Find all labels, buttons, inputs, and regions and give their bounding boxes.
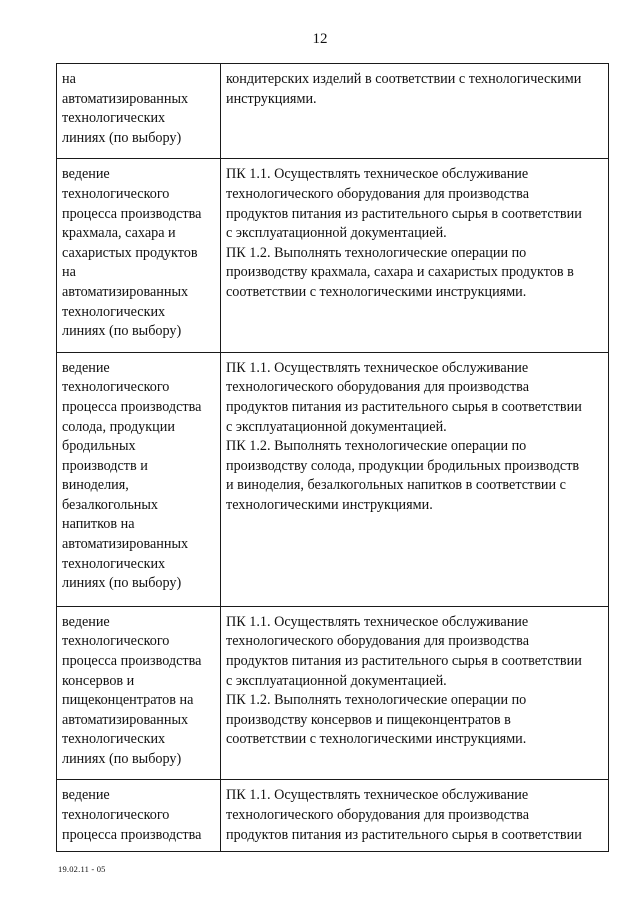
cell-line: и виноделия, безалкогольных напитков в соответствии с	[226, 477, 566, 494]
cell-line: ведение	[62, 166, 110, 183]
cell-line: консервов и	[62, 672, 135, 689]
cell-line: инструкциями.	[226, 90, 317, 107]
cell-line: линиях (по выбору)	[62, 575, 182, 592]
footer-code: 19.02.11 - 05	[58, 864, 106, 874]
cell-line: технологических	[62, 555, 166, 572]
cell-line: кондитерских изделий в соответствии с технологическими	[226, 71, 582, 87]
cell-line: ведение	[62, 787, 110, 804]
activity-cell	[57, 64, 221, 159]
competency-cell	[221, 64, 609, 159]
activity-cell	[57, 606, 221, 780]
cell-line: технологических	[62, 303, 166, 320]
cell-line: процесса производства	[62, 826, 202, 843]
cell-line: линиях (по выбору)	[62, 129, 182, 146]
cell-line: производству солода, продукции бродильных производств	[226, 457, 580, 474]
cell-line: автоматизированных	[62, 536, 189, 553]
cell-line: ПК 1.1. Осуществлять техническое обслуживание	[226, 787, 529, 804]
cell-line: автоматизированных	[62, 711, 189, 728]
cell-line: технологических	[62, 731, 166, 748]
cell-line: сахаристых продуктов	[62, 244, 198, 261]
cell-line: технологическими инструкциями.	[226, 496, 433, 513]
cell-line: с эксплуатационной документацией.	[226, 672, 447, 689]
table-row	[57, 159, 609, 352]
table-row	[57, 352, 609, 606]
cell-line: ведение	[62, 359, 110, 376]
page-number: 12	[312, 31, 328, 47]
cell-line: производству крахмала, сахара и сахаристых продуктов в	[226, 264, 574, 281]
cell-line: напитков на	[62, 516, 135, 533]
cell-line: процесса производства	[62, 398, 202, 415]
competency-cell	[221, 780, 609, 852]
cell-line: производств и	[62, 457, 148, 474]
cell-line: ПК 1.2. Выполнять технологические операции по	[226, 244, 527, 261]
cell-line: бродильных	[62, 438, 136, 455]
cell-line: ПК 1.1. Осуществлять техническое обслуживание	[226, 166, 529, 183]
cell-line: на	[62, 264, 76, 281]
cell-line: продуктов питания из растительного сырья в соответствии	[226, 205, 582, 222]
cell-line: технологического	[62, 807, 170, 824]
cell-line: ПК 1.1. Осуществлять техническое обслуживание	[226, 359, 529, 376]
cell-line: линиях (по выбору)	[62, 323, 182, 340]
cell-line: соответствии с технологическими инструкциями.	[226, 283, 527, 300]
cell-line: технологического оборудования для производства	[226, 807, 529, 824]
cell-line: ведение	[62, 613, 110, 630]
cell-line: продуктов питания из растительного сырья в соответствии	[226, 652, 582, 669]
cell-line: соответствии с технологическими инструкциями.	[226, 731, 527, 748]
cell-line: продуктов питания из растительного сырья в соответствии	[226, 826, 582, 843]
cell-line: продуктов питания из растительного сырья в соответствии	[226, 398, 582, 415]
cell-line: безалкогольных	[62, 496, 159, 513]
cell-line: технологического	[62, 185, 170, 202]
table-row	[57, 64, 609, 159]
table-row	[57, 606, 609, 780]
cell-line: автоматизированных	[62, 90, 189, 107]
activity-cell	[57, 159, 221, 352]
cell-line: виноделия,	[62, 477, 129, 494]
activity-cell	[57, 352, 221, 606]
cell-line: технологического оборудования для производства	[226, 633, 529, 650]
activity-cell	[57, 780, 221, 852]
competency-table	[56, 63, 609, 852]
cell-line: солода, продукции	[62, 418, 175, 435]
cell-line: линиях (по выбору)	[62, 750, 182, 767]
cell-line: технологического оборудования для производства	[226, 379, 529, 396]
cell-line: процесса производства	[62, 205, 202, 222]
competency-cell	[221, 352, 609, 606]
cell-line: технологического	[62, 633, 170, 650]
competency-cell	[221, 159, 609, 352]
cell-line: с эксплуатационной документацией.	[226, 418, 447, 435]
cell-line: технологического	[62, 379, 170, 396]
cell-line: автоматизированных	[62, 283, 189, 300]
cell-line: пищеконцентратов на	[62, 692, 194, 709]
cell-line: ПК 1.1. Осуществлять техническое обслуживание	[226, 613, 529, 630]
cell-line: технологического оборудования для производства	[226, 185, 529, 202]
cell-line: производству консервов и пищеконцентратов в	[226, 711, 511, 728]
competency-cell	[221, 606, 609, 780]
cell-line: ПК 1.2. Выполнять технологические операции по	[226, 438, 527, 455]
cell-line: процесса производства	[62, 652, 202, 669]
cell-line: крахмала, сахара и	[62, 225, 176, 242]
cell-line: на	[62, 71, 76, 87]
cell-line: с эксплуатационной документацией.	[226, 225, 447, 242]
cell-line: технологических	[62, 110, 166, 127]
table-row	[57, 780, 609, 852]
cell-line: ПК 1.2. Выполнять технологические операции по	[226, 692, 527, 709]
